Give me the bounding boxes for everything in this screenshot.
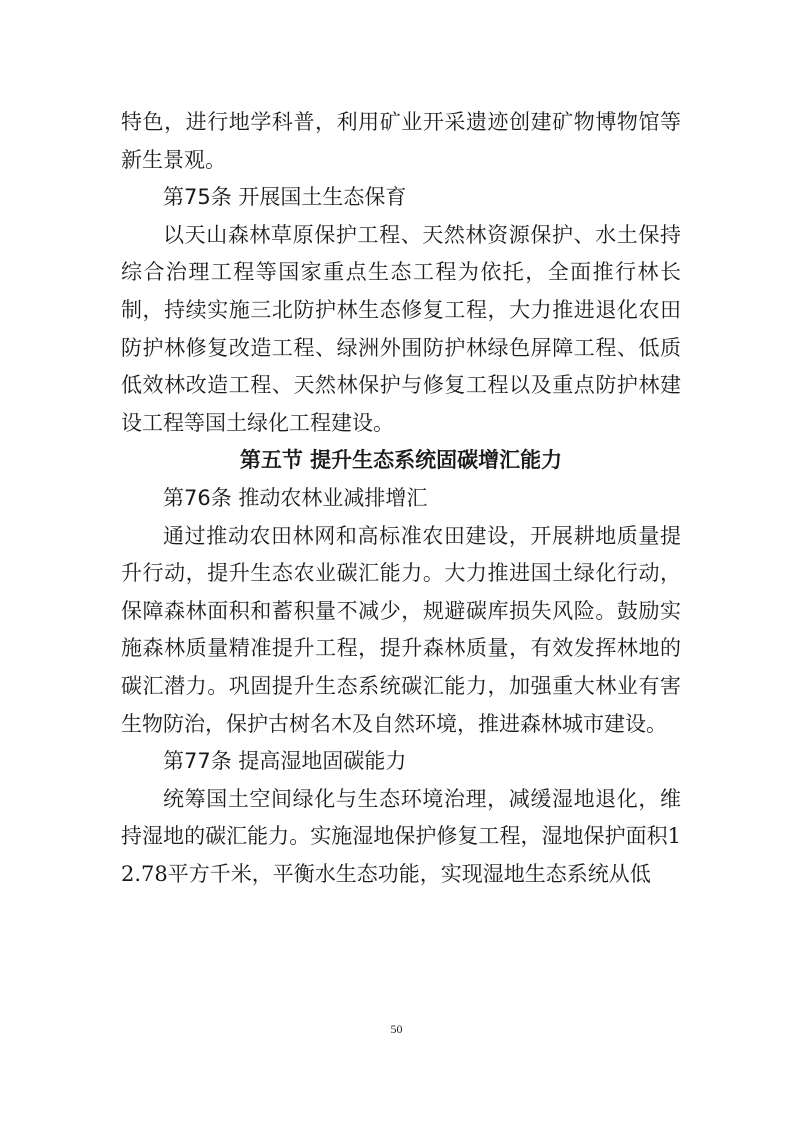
article-76-paragraph: 通过推动农田林网和高标准农田建设，开展耕地质量提升行动，提升生态农业碳汇能力。大力推进国土绿化行动，保障森林面积和蓄积量不减少，规避碳库损失风险。鼓励实施森林质量精准提升工程，提升森林质量，有效发挥林地的碳汇潜力。巩固提升生态系统碳汇能力，加强重大林业有害生物防治，保护古树名木及自然环境，推进森林城市建设。 <box>121 523 681 736</box>
document-body <box>121 104 681 893</box>
article-75-title: 第75条 开展国土生态保育 <box>163 185 407 210</box>
article-76-title: 第76条 推动农林业减排增汇 <box>163 485 428 510</box>
page-number: 50 <box>390 1022 403 1036</box>
article-75-paragraph: 以天山森林草原保护工程、天然林资源保护、水土保持综合治理工程等国家重点生态工程为依托，全面推行林长制，持续实施三北防护林生态修复工程，大力推进退化农田防护林修复改造工程、绿洲外围防护林绿色屏障工程、低质低效林改造工程、天然林保护与修复工程以及重点防护林建设工程等国土绿化工程建设。 <box>121 222 681 435</box>
paragraph-continuation: 特色，进行地学科普，利用矿业开采遗迹创建矿物博物馆等新生景观。 <box>121 110 681 172</box>
article-77-title: 第77条 提高湿地固碳能力 <box>163 749 407 774</box>
article-77-paragraph: 统筹国土空间绿化与生态环境治理，减缓湿地退化，维持湿地的碳汇能力。实施湿地保护修复工程，湿地保护面积12.78平方千米，平衡水生态功能，实现湿地生态系统从低 <box>121 786 681 886</box>
section-5-heading: 第五节 提升生态系统固碳增汇能力 <box>239 448 563 473</box>
